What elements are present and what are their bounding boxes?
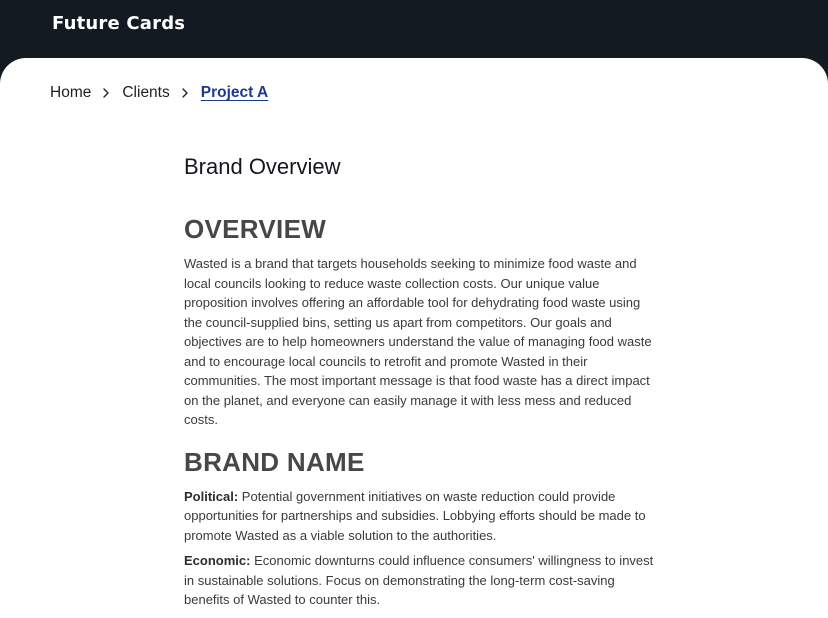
- brand-logo-text[interactable]: Future Cards: [52, 13, 186, 34]
- chevron-right-icon: [179, 87, 191, 99]
- economic-label: Economic:: [184, 553, 251, 568]
- political-text: Potential government initiatives on waste reduction could provide opportunities for partnerships and subsidies. Lobbying efforts should be made to promote Wasted as a viable solution to the authorities.: [184, 488, 646, 543]
- top-bar: [0, 0, 828, 60]
- breadcrumb-home-link[interactable]: Home: [50, 84, 92, 101]
- political-paragraph: [184, 487, 654, 546]
- chevron-right-icon: [100, 87, 112, 99]
- overview-paragraph: Wasted is a brand that targets households seeking to minimize food waste and local councils looking to reduce waste collection costs. Our unique value proposition involves offering an affordable tool for dehydrating food waste using the council-supplied bins, setting us apart from competitors. Our goals and objectives are to help homeowners understand the value of managing food waste and to encourage local councils to retrofit and promote Wasted in their communities. The most important message is that food waste has a direct impact on the planet, and everyone can easily manage it with less mess and reduced costs.: [184, 256, 652, 427]
- breadcrumb-clients-link[interactable]: Clients: [122, 84, 170, 101]
- main-panel: [0, 58, 828, 618]
- economic-paragraph: [184, 551, 654, 610]
- breadcrumb: [50, 84, 268, 102]
- page-title: Brand Overview: [184, 154, 341, 179]
- breadcrumb-project-link[interactable]: Project A: [200, 84, 269, 101]
- brand-overview-content: [184, 152, 654, 610]
- overview-heading: OVERVIEW: [184, 214, 327, 244]
- economic-text: Economic downturns could influence consumers' willingness to invest in sustainable solutions. Focus on demonstrating the long-term cost-saving benefits of Wasted to counter this.: [184, 553, 654, 607]
- brand-name-heading: BRAND NAME: [184, 446, 365, 477]
- political-label: Political:: [184, 488, 239, 504]
